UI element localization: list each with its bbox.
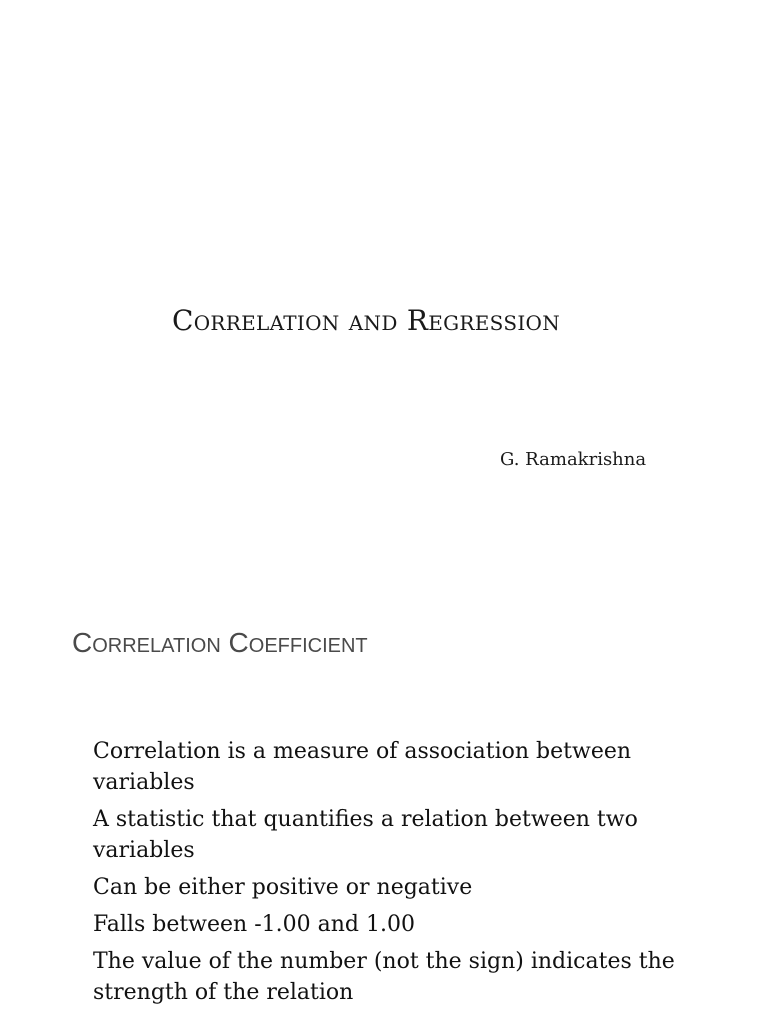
author-name: G. Ramakrishna bbox=[500, 449, 647, 470]
bullet-item: A statistic that quantifies a relation between two variables bbox=[93, 807, 638, 863]
bullet-item: Can be either positive or negative bbox=[93, 875, 473, 900]
bullet-item: Correlation is a measure of association between variables bbox=[93, 739, 632, 795]
presentation-title: Correlation and Regression bbox=[171, 304, 561, 337]
slide-title: Correlation Coefficient bbox=[72, 627, 368, 658]
bullet-item: Falls between -1.00 and 1.00 bbox=[93, 912, 415, 937]
bullet-item: The value of the number (not the sign) indicates the strength of the relation bbox=[93, 949, 675, 1005]
bullet-list bbox=[93, 736, 733, 1014]
content-slide bbox=[0, 576, 768, 1024]
